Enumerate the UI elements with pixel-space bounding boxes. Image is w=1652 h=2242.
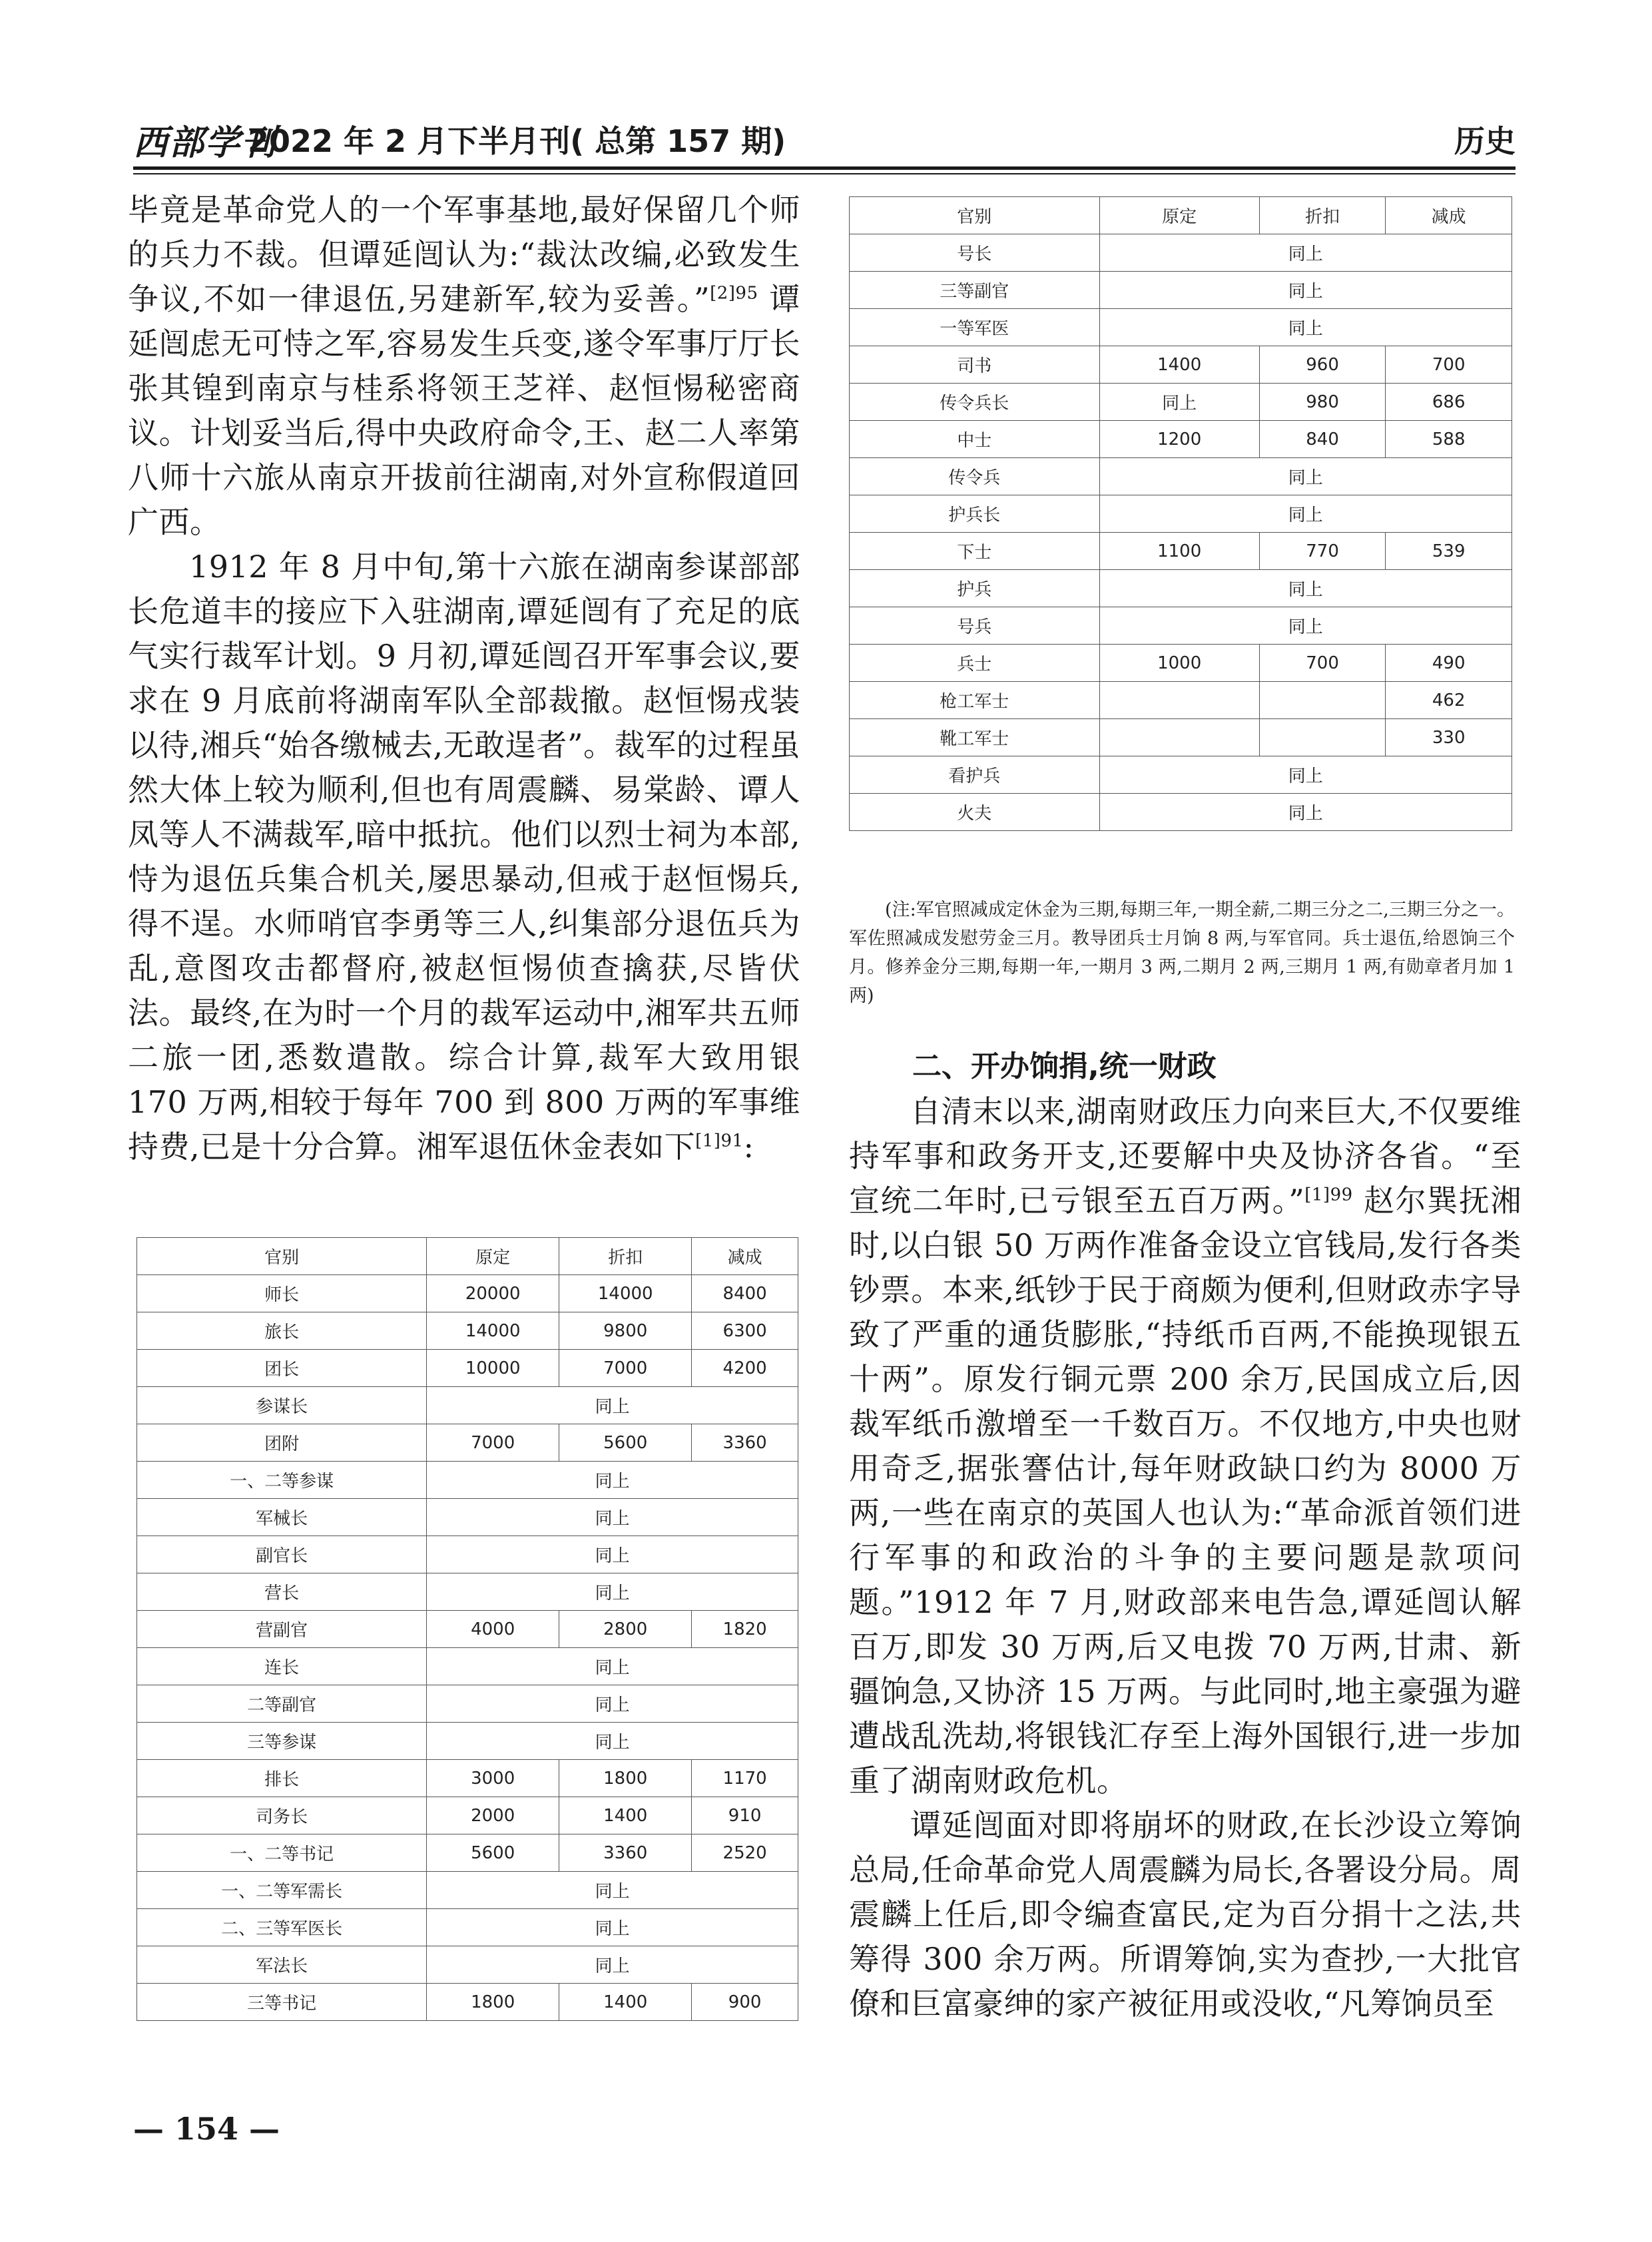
rank-cell: 二等副官	[137, 1685, 427, 1723]
rank-cell: 护兵长	[850, 495, 1100, 533]
amount-cell: 6300	[692, 1312, 798, 1350]
table-row	[137, 1312, 798, 1350]
rank-cell: 一、二等军需长	[137, 1872, 427, 1909]
same-as-above-cell: 同上	[1099, 756, 1512, 794]
amount-cell	[1259, 719, 1386, 756]
same-as-above-cell: 同上	[1099, 794, 1512, 831]
same-as-above-cell: 同上	[1099, 495, 1512, 533]
amount-cell: 1400	[559, 1984, 692, 2021]
amount-cell: 700	[1259, 645, 1386, 682]
amount-cell: 14000	[559, 1275, 692, 1312]
table-header-cell: 减成	[692, 1238, 798, 1275]
amount-cell: 3000	[427, 1760, 559, 1797]
amount-cell: 462	[1386, 682, 1512, 719]
table-row	[137, 1350, 798, 1387]
amount-cell: 686	[1386, 384, 1512, 421]
body-paragraph: 1912 年 8 月中旬,第十六旅在湖南参谋部部长危道丰的接应下入驻湖南,谭延闿有了充足的底气实行裁军计划。9 月初,谭延闿召开军事会议,要求在 9 月底前将湖南军队全部裁撤。赵恒惕戎装以待,湘兵“始各缴械去,无敢逞者”。裁军的过程虽然大体上较为顺利,但也有周震麟、易棠龄、谭人凤等人不满裁军,暗中抵抗。他们以烈士祠为本部,恃为退伍兵集合机关,屡思暴动,但戒于赵恒惕兵,得不逞。水师哨官李勇等三人,纠集部分退伍兵为乱,意图攻击都督府,被赵恒惕侦查擒获,尽皆伏法。最终,在为时一个月的裁军运动中,湘军共五师二旅一团,悉数遣散。综合计算,裁军大致用银 170 万两,相较于每年 700 到 800 万两的军事维持费,已是十分合算。湘军退伍休金表如下$^{[1]91}$:	[128, 549, 800, 1165]
amount-cell: 1820	[692, 1611, 798, 1648]
amount-cell	[1099, 682, 1259, 719]
header-rule-thick	[133, 166, 1515, 170]
amount-cell: 1800	[427, 1984, 559, 2021]
amount-cell: 980	[1259, 384, 1386, 421]
table-note: (注:军官照减成定休金为三期,每期三年,一期全薪,二期三分之二,三期三分之一。军佐照减成发慰劳金三月。教导团兵士月饷 8 两,与军官同。兵士退伍,给恩饷三个月。修养金分三期,每期一年,一期月 3 两,二期月 2 两,三期月 1 两,有勋章者月加 1 两)	[849, 900, 1515, 1006]
same-as-above-cell: 同上	[1099, 309, 1512, 346]
rank-cell: 火夫	[850, 794, 1100, 831]
rank-cell: 连长	[137, 1648, 427, 1685]
amount-cell: 7000	[559, 1350, 692, 1387]
table-row	[137, 1872, 798, 1909]
same-as-above-cell: 同上	[1099, 607, 1512, 645]
rank-cell: 一、二等参谋	[137, 1462, 427, 1499]
amount-cell: 700	[1386, 346, 1512, 384]
table-row	[850, 794, 1512, 831]
rank-cell: 副官长	[137, 1536, 427, 1573]
table-header-cell: 折扣	[559, 1238, 692, 1275]
same-as-above-cell: 同上	[1099, 458, 1512, 495]
section-label: 历史	[1454, 123, 1515, 159]
rank-cell: 司书	[850, 346, 1100, 384]
amount-cell: 20000	[427, 1275, 559, 1312]
left-column	[128, 188, 800, 1169]
table-row	[850, 682, 1512, 719]
amount-cell: 330	[1386, 719, 1512, 756]
amount-cell: 2000	[427, 1797, 559, 1834]
table-row	[137, 1611, 798, 1648]
table-header-cell: 减成	[1386, 197, 1512, 234]
amount-cell: 2800	[559, 1611, 692, 1648]
same-as-above-cell: 同上	[427, 1946, 798, 1984]
table-row	[137, 1984, 798, 2021]
rank-cell: 枪工军士	[850, 682, 1100, 719]
rank-cell: 师长	[137, 1275, 427, 1312]
amount-cell: 3360	[692, 1424, 798, 1462]
citation: [1]99	[1304, 1185, 1353, 1205]
amount-cell: 8400	[692, 1275, 798, 1312]
table-row	[137, 1760, 798, 1797]
pension-table-part1	[137, 1237, 798, 2021]
table-row	[137, 1424, 798, 1462]
same-as-above-cell: 同上	[427, 1723, 798, 1760]
amount-cell: 5600	[427, 1834, 559, 1872]
page-header	[133, 112, 1515, 161]
table-row	[137, 1946, 798, 1984]
rank-cell: 一、二等书记	[137, 1834, 427, 1872]
table-header-cell: 官别	[137, 1238, 427, 1275]
table-header-row	[850, 197, 1512, 234]
issue-info: 2022 年 2 月下半月刊( 总第 157 期)	[248, 123, 786, 159]
body-paragraph: 自清末以来,湖南财政压力向来巨大,不仅要维持军事和政务开支,还要解中央及协济各省。“至宣统二年时,已亏银至五百万两。”$^{[1]99}$ 赵尔巽抚湘时,以白银 50 万两作准备金设立官钱局,发行各类钞票。本来,纸钞于民于商颇为便利,但财政赤字导致了严重的通货膨胀,“持纸币百两,不能换现银五十两”。原发行铜元票 200 余万,民国成立后,因裁军纸币激增至一千数百万。不仅地方,中央也财用奇乏,据张謇估计,每年财政缺口约为 8000 万两,一些在南京的英国人也认为:“革命派首领们进行军事的和政治的斗争的主要问题是款项问题。”1912 年 7 月,财政部来电告急,谭延闿认解百万,即发 30 万两,后又电拨 70 万两,甘肃、新疆饷急,又协济 15 万两。与此同时,地主豪强为避遭战乱洗劫,将银钱汇存至上海外国银行,进一步加重了湖南财政危机。	[849, 1093, 1521, 1799]
table-header-cell: 折扣	[1259, 197, 1386, 234]
journal-logo: 西部学刊	[133, 123, 278, 163]
table-row	[850, 309, 1512, 346]
amount-cell: 490	[1386, 645, 1512, 682]
rank-cell: 参谋长	[137, 1387, 427, 1424]
rank-cell: 三等参谋	[137, 1723, 427, 1760]
table-row	[137, 1723, 798, 1760]
table-row	[850, 346, 1512, 384]
amount-cell: 1800	[559, 1760, 692, 1797]
rank-cell: 传令兵	[850, 458, 1100, 495]
amount-cell: 1400	[559, 1797, 692, 1834]
table-row	[137, 1797, 798, 1834]
page-number: — 154 —	[133, 2111, 280, 2147]
rank-cell: 营副官	[137, 1611, 427, 1648]
rank-cell: 排长	[137, 1760, 427, 1797]
table-row	[850, 756, 1512, 794]
table-row	[137, 1499, 798, 1536]
table-header-cell: 官别	[850, 197, 1100, 234]
table-row	[850, 607, 1512, 645]
amount-cell: 同上	[1099, 384, 1259, 421]
same-as-above-cell: 同上	[427, 1685, 798, 1723]
table-row	[137, 1536, 798, 1573]
body-paragraph: 谭延闿面对即将崩坏的财政,在长沙设立筹饷总局,任命革命党人周震麟为局长,各署设分局。周震麟上任后,即令编查富民,定为百分捐十之法,共筹得 300 余万两。所谓筹饷,实为查抄,一大批官僚和巨富豪绅的家产被征用或没收,“凡筹饷员至	[849, 1807, 1521, 2022]
table-row	[850, 384, 1512, 421]
same-as-above-cell: 同上	[427, 1387, 798, 1424]
table-row	[137, 1909, 798, 1946]
pension-table-part2	[849, 196, 1512, 831]
same-as-above-cell: 同上	[427, 1648, 798, 1685]
same-as-above-cell: 同上	[427, 1909, 798, 1946]
table-header-row	[137, 1238, 798, 1275]
table-row	[850, 495, 1512, 533]
body-paragraph: 毕竟是革命党人的一个军事基地,最好保留几个师的兵力不裁。但谭延闿认为:“裁汰改编,必致发生争议,不如一律退伍,另建新军,较为妥善。”$^{[2]95}$ 谭延闿虑无可恃之军,容易发生兵变,遂令军事厅厅长张其锽到南京与桂系将领王芝祥、赵恒惕秘密商议。计划妥当后,得中央政府命令,王、赵二人率第八师十六旅从南京开拔前往湖南,对外宣称假道回广西。	[128, 192, 800, 540]
rank-cell: 下士	[850, 533, 1100, 570]
rank-cell: 司务长	[137, 1797, 427, 1834]
table-row	[850, 421, 1512, 458]
rank-cell: 军法长	[137, 1946, 427, 1984]
amount-cell: 3360	[559, 1834, 692, 1872]
same-as-above-cell: 同上	[1099, 570, 1512, 607]
amount-cell: 910	[692, 1797, 798, 1834]
amount-cell: 960	[1259, 346, 1386, 384]
same-as-above-cell: 同上	[1099, 234, 1512, 272]
table-row	[137, 1387, 798, 1424]
rank-cell: 号长	[850, 234, 1100, 272]
amount-cell: 539	[1386, 533, 1512, 570]
amount-cell: 9800	[559, 1312, 692, 1350]
section-heading: 二、开办饷捐,统一财政	[912, 1049, 1217, 1083]
amount-cell: 4000	[427, 1611, 559, 1648]
rank-cell: 兵士	[850, 645, 1100, 682]
rank-cell: 军械长	[137, 1499, 427, 1536]
amount-cell: 14000	[427, 1312, 559, 1350]
rank-cell: 看护兵	[850, 756, 1100, 794]
table-header-cell: 原定	[1099, 197, 1259, 234]
table-row	[137, 1685, 798, 1723]
amount-cell: 1400	[1099, 346, 1259, 384]
table-row	[850, 458, 1512, 495]
amount-cell: 1200	[1099, 421, 1259, 458]
amount-cell: 840	[1259, 421, 1386, 458]
table-header-cell: 原定	[427, 1238, 559, 1275]
table-row	[850, 533, 1512, 570]
same-as-above-cell: 同上	[427, 1499, 798, 1536]
rank-cell: 一等军医	[850, 309, 1100, 346]
rank-cell: 团附	[137, 1424, 427, 1462]
rank-cell: 靴工军士	[850, 719, 1100, 756]
same-as-above-cell: 同上	[427, 1573, 798, 1611]
rank-cell: 二、三等军医长	[137, 1909, 427, 1946]
table-row	[850, 719, 1512, 756]
same-as-above-cell: 同上	[1099, 272, 1512, 309]
amount-cell: 4200	[692, 1350, 798, 1387]
amount-cell: 1170	[692, 1760, 798, 1797]
amount-cell: 900	[692, 1984, 798, 2021]
table-row	[850, 645, 1512, 682]
amount-cell: 10000	[427, 1350, 559, 1387]
same-as-above-cell: 同上	[427, 1536, 798, 1573]
same-as-above-cell: 同上	[427, 1872, 798, 1909]
rank-cell: 号兵	[850, 607, 1100, 645]
rank-cell: 三等副官	[850, 272, 1100, 309]
table-row	[137, 1462, 798, 1499]
rank-cell: 团长	[137, 1350, 427, 1387]
rank-cell: 护兵	[850, 570, 1100, 607]
rank-cell: 营长	[137, 1573, 427, 1611]
table-row	[850, 234, 1512, 272]
table-row	[137, 1573, 798, 1611]
header-rule-thin	[133, 173, 1515, 174]
rank-cell: 传令兵长	[850, 384, 1100, 421]
right-column	[849, 1089, 1521, 2026]
table-row	[850, 272, 1512, 309]
same-as-above-cell: 同上	[427, 1462, 798, 1499]
rank-cell: 旅长	[137, 1312, 427, 1350]
table-row	[850, 570, 1512, 607]
amount-cell: 770	[1259, 533, 1386, 570]
amount-cell: 7000	[427, 1424, 559, 1462]
amount-cell	[1259, 682, 1386, 719]
citation: [2]95	[710, 283, 758, 304]
table-row	[137, 1275, 798, 1312]
amount-cell: 1100	[1099, 533, 1259, 570]
table-row	[137, 1834, 798, 1872]
amount-cell: 1000	[1099, 645, 1259, 682]
amount-cell: 5600	[559, 1424, 692, 1462]
table-row	[137, 1648, 798, 1685]
amount-cell: 2520	[692, 1834, 798, 1872]
citation: [1]91	[695, 1131, 744, 1151]
rank-cell: 三等书记	[137, 1984, 427, 2021]
rank-cell: 中士	[850, 421, 1100, 458]
amount-cell: 588	[1386, 421, 1512, 458]
amount-cell	[1099, 719, 1259, 756]
